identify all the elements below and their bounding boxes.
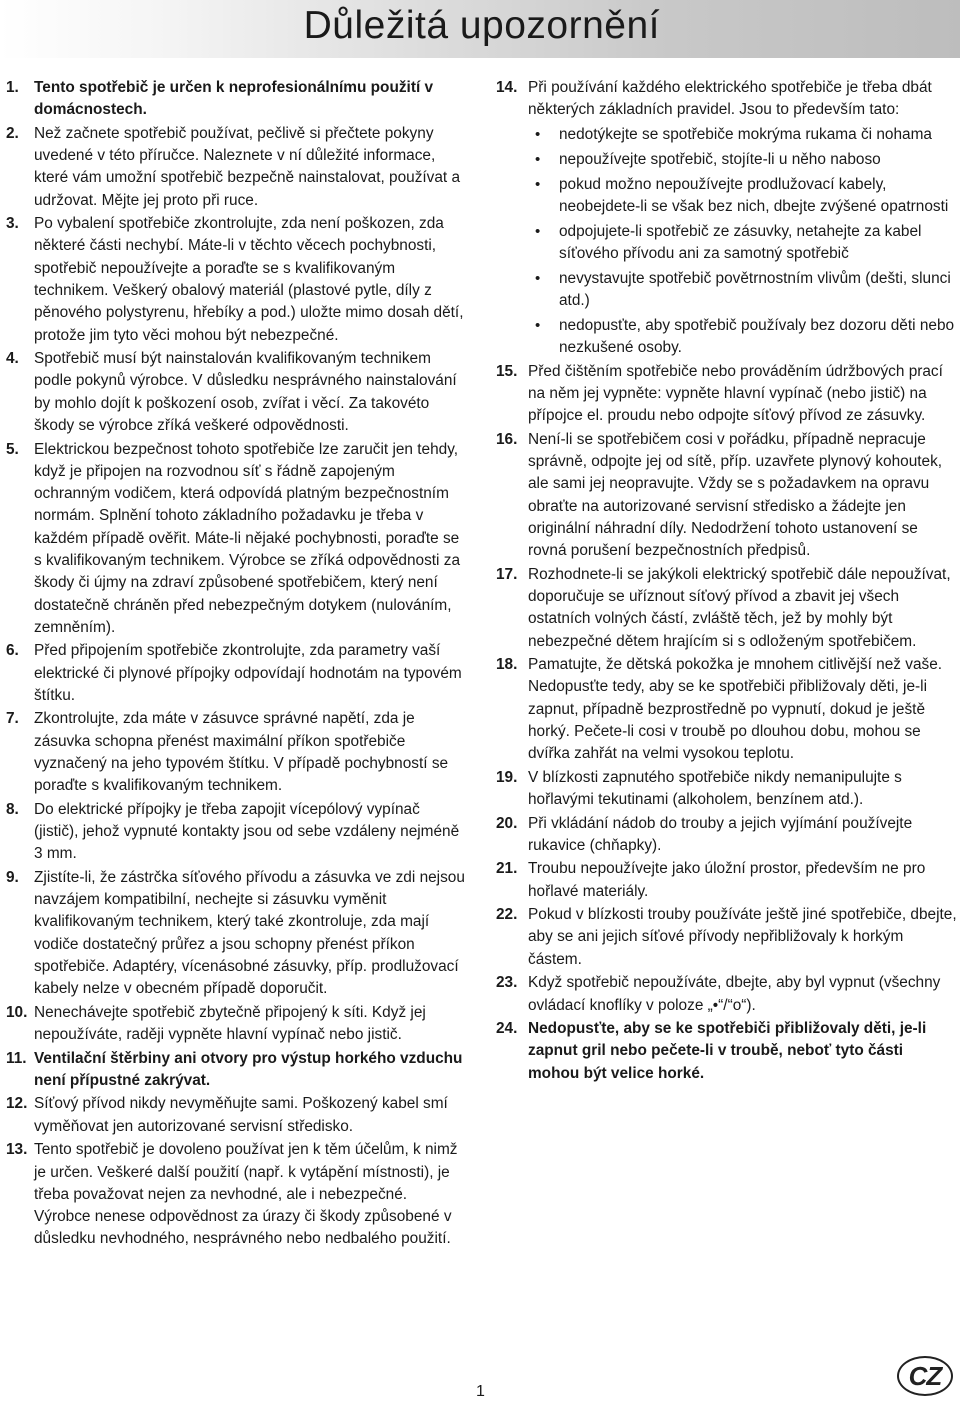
list-item <box>496 767 958 812</box>
bullet-item <box>528 221 958 266</box>
list-item <box>6 213 466 347</box>
bullet-item <box>528 174 958 219</box>
item-text: Síťový přívod nikdy nevyměňujte sami. Poškozený kabel smí vyměňovat jen autorizované servisní středisko. <box>34 1095 448 1135</box>
bullet-icon: • <box>535 269 541 287</box>
list-item <box>6 1139 466 1250</box>
item-text: Elektrickou bezpečnost tohoto spotřebiče lze zaručit jen tehdy, když je připojen na rozvodnou síť s řádně zapojeným ochranným vodičem, která odpovídá platným bezpečnostním normám. Splnění tohoto základního požadavku je třeba v každém případě ověřit. Máte-li nějaké pochybnosti, poraďte se s kvalifikovaným technikem. Výrobce se zříká odpovědnosti za škody či újmy na zdraví způsobené spotřebičem, který není dostatečně chráněn před nebezpečným dotykem (nulováním, zemněním). <box>34 440 461 636</box>
item-text: Do elektrické přípojky je třeba zapojit vícepólový vypínač (jistič), jehož vypnuté kontakty jsou od sebe vzdáleny nejméně 3 mm. <box>34 800 460 863</box>
item-number: 21. <box>496 860 518 878</box>
item-number: 5. <box>6 440 19 458</box>
item-text: Když spotřebič nepoužíváte, dbejte, aby byl vypnut (všechny ovládací knoflíky v poloze „•“/“o“). <box>528 974 941 1014</box>
list-item <box>6 867 466 1001</box>
left-column <box>6 77 466 1252</box>
item-number: 19. <box>496 768 518 786</box>
bullet-icon: • <box>535 150 541 168</box>
item-text: Před čištěním spotřebiče nebo prováděním údržbových prací na něm jej vypněte: vypněte hlavní vypínač (nebo jistič) na přípojce el. proudu nebo odpojte síťový přívod ze zásuvky. <box>528 362 943 425</box>
item-text: V blízkosti zapnutého spotřebiče nikdy nemanipulujte s hořlavými tekutinami (alkoholem, benzínem atd.). <box>528 768 902 809</box>
item-text: Po vybalení spotřebiče zkontrolujte, zda není poškozen, zda některé části nechybí. Máte-li v těchto věcech pochybnosti, spotřebič nepoužívejte a poraďte se s kvalifikovaným technikem. Veškerý obalový materiál (plastové pytle, díly z pěnového polystyrenu, hřebíky a pod.) uložte mimo dosah dětí, protože jim tyto věci mohou být nebezpečné. <box>34 215 464 344</box>
list-item <box>6 1048 466 1093</box>
item-text: Při vkládání nádob do trouby a jejich vyjímání používejte rukavice (chňapky). <box>528 814 913 854</box>
item-text: Pamatujte, že dětská pokožka je mnohem citlivější než vaše. Nedopusťte tedy, aby se ke spotřebiči přibližovaly děti, je-li zapnut, případně bezprostředně po vypnutí, dokud je ještě horký. Pečete-li cosi v troubě po dlouhou dobu, mohou se dvířka zahřát na velmi vysokou teplotu. <box>528 656 943 763</box>
item-number: 1. <box>6 79 19 96</box>
item-number: 18. <box>496 656 518 674</box>
item-number: 16. <box>496 430 518 448</box>
list-item <box>496 813 958 858</box>
item-number: 2. <box>6 124 19 142</box>
bullet-text: nedopusťte, aby spotřebič používaly bez dozoru děti nebo nezkušené osoby. <box>559 316 955 357</box>
item-text: Rozhodnete-li se jakýkoli elektrický spotřebič dále nepoužívat, doporučuje se uříznout síťový přívod a zbavit jej všech ostatních volných částí, zvláště těch, jež by mohly být nebezpečné dětem hrajícím si s odloženým spotřebičem. <box>528 565 951 650</box>
item-text: Troubu nepoužívejte jako úložní prostor, především ne pro hořlavé materiály. <box>528 860 926 900</box>
page-title: Důležitá upozornění <box>303 4 660 47</box>
item-number: 24. <box>496 1020 518 1038</box>
bullet-text: pokud možno nepoužívejte prodlužovací kabely, neobejdete-li se však bez nich, dbejte zvýšené opatrnosti <box>559 175 949 215</box>
item-number: 22. <box>496 906 518 924</box>
list-item <box>496 654 958 765</box>
list-item <box>496 429 958 563</box>
item-text: Tento spotřebič je dovoleno používat jen k těm účelům, k nimž je určen. Veškeré další použití (např. k vytápění místnosti), je třeba považovat nejen za nevhodné, ale i nebezpečné. Výrobce nenese odpovědnost za úrazy či škody způsobené v důsledku nevhodného, nesprávného nebo nedbalého použití. <box>34 1141 458 1248</box>
list-item <box>6 439 466 640</box>
bullet-item <box>528 315 958 360</box>
item-number: 15. <box>496 362 518 380</box>
item-number: 12. <box>6 1095 28 1113</box>
list-item <box>6 1002 466 1047</box>
list-item <box>6 77 466 122</box>
list-item <box>496 361 958 428</box>
bullet-icon: • <box>535 222 541 240</box>
item-number: 3. <box>6 215 19 233</box>
item-number: 13. <box>6 1141 28 1159</box>
item-text: Zkontrolujte, zda máte v zásuvce správné napětí, zda je zásuvka schopna přenést maximální příkon spotřebiče vyznačený na jeho typovém štítku. V případě pochybností se poraďte s kvalifikovaným technikem. <box>34 710 449 795</box>
item-text: Zjistíte-li, že zástrčka síťového přívodu a zásuvka ve zdi nejsou navzájem kompatibilní, nechejte si zásuvku vyměnit kvalifikovaným technikem, který také zkontroluje, zda mají vodiče dostatečný průřez a jsou schopny přenést příkon spotřebiče. Adaptéry, vícenásobné zásuvky, příp. prodlužovací kabely nelze v obecném případě doporučit. <box>34 868 465 998</box>
item-number: 8. <box>6 800 19 818</box>
item-number: 10. <box>6 1003 28 1021</box>
bullet-icon: • <box>535 175 541 193</box>
item-number: 20. <box>496 814 518 832</box>
list-item <box>496 1018 958 1085</box>
bullet-text: nepoužívejte spotřebič, stojíte-li u něho naboso <box>559 150 881 168</box>
bullet-item <box>528 149 958 171</box>
list-item <box>496 972 958 1017</box>
item-text: Nenechávejte spotřebič zbytečně připojený k síti. Když jej nepoužíváte, raději vypněte hlavní vypínač nebo jistič. <box>34 1003 426 1044</box>
item-text: Není-li se spotřebičem cosi v pořádku, případně nepracuje správně, odpojte jej od sítě, příp. uzavřete plynový kohoutek, ale sami jej neopravujte. Vždy se s požadavkem na opravu obraťte na autorizované servisní středisko a žádejte jen originální náhradní díly. Nedodržení tohoto ustanovení se rovná porušení bezpečnostních předpisů. <box>528 430 943 560</box>
item-text: Nedopusťte, aby se ke spotřebiči přibližovaly děti, je-li zapnut gril nebo pečete-li v troubě, neboť tyto části mohou být velice horké. <box>528 1020 927 1082</box>
item-text: Než začnete spotřebič používat, pečlivě si přečtete pokyny uvedené v této příručce. Naleznete v ní důležité informace, které vám umožní spotřebič bezpečně nainstalovat, používat a udržovat. Mějte jej proto při ruce. <box>34 124 461 209</box>
bullet-icon: • <box>535 126 541 144</box>
item-number: 6. <box>6 642 19 660</box>
item-number: 9. <box>6 868 19 886</box>
bullet-text: nedotýkejte se spotřebiče mokrýma rukama či nohama <box>559 126 932 144</box>
list-item <box>496 564 958 653</box>
bullet-list <box>528 124 958 359</box>
item-number: 14. <box>496 79 518 96</box>
list-item <box>496 77 958 360</box>
bullet-item <box>528 268 958 313</box>
list-item <box>496 904 958 971</box>
list-item <box>496 858 958 903</box>
right-column <box>496 77 958 1086</box>
item-number: 7. <box>6 710 19 728</box>
item-number: 17. <box>496 565 518 583</box>
bullet-text: odpojujete-li spotřebič ze zásuvky, netahejte za kabel síťového přívodu ani za samotný spotřebič <box>559 222 922 263</box>
item-number: 11. <box>6 1049 27 1067</box>
item-text: Ventilační štěrbiny ani otvory pro výstup horkého vzduchu není přípustné zakrývat. <box>34 1049 463 1089</box>
list-item <box>6 640 466 707</box>
bullet-item <box>528 124 958 146</box>
item-number: 23. <box>496 974 518 992</box>
list-item <box>6 123 466 212</box>
item-text: Před připojením spotřebiče zkontrolujte, zda parametry vaší elektrické či plynové přípojky odpovídají hodnotám na typovém štítku. <box>34 642 462 704</box>
page-number: 1 <box>476 1383 485 1400</box>
language-badge: CZ <box>897 1356 953 1396</box>
list-item <box>6 708 466 797</box>
item-text: Pokud v blízkosti trouby používáte ještě jiné spotřebiče, dbejte, aby se ani jejich síťové přívody nepřibližovaly k horkým částem. <box>528 906 957 968</box>
list-item <box>6 799 466 866</box>
item-text: Spotřebič musí být nainstalován kvalifikovaným technikem podle pokynů výrobce. V důsledku nesprávného nainstalování by mohlo dojít k poškození osob, zvířat i věcí. Za takovéto škody se výrobce zříká veškeré odpovědnosti. <box>34 350 457 435</box>
list-item <box>6 348 466 437</box>
bullet-icon: • <box>535 316 541 334</box>
list-item <box>6 1093 466 1138</box>
item-number: 4. <box>6 350 19 368</box>
item-text: Tento spotřebič je určen k neprofesionálnímu použití v domácnostech. <box>34 79 434 119</box>
item-text: Při používání každého elektrického spotřebiče je třeba dbát některých základních pravidel. Jsou to především tato: <box>528 79 932 119</box>
bullet-text: nevystavujte spotřebič povětrnostním vlivům (dešti, slunci atd.) <box>559 269 951 310</box>
